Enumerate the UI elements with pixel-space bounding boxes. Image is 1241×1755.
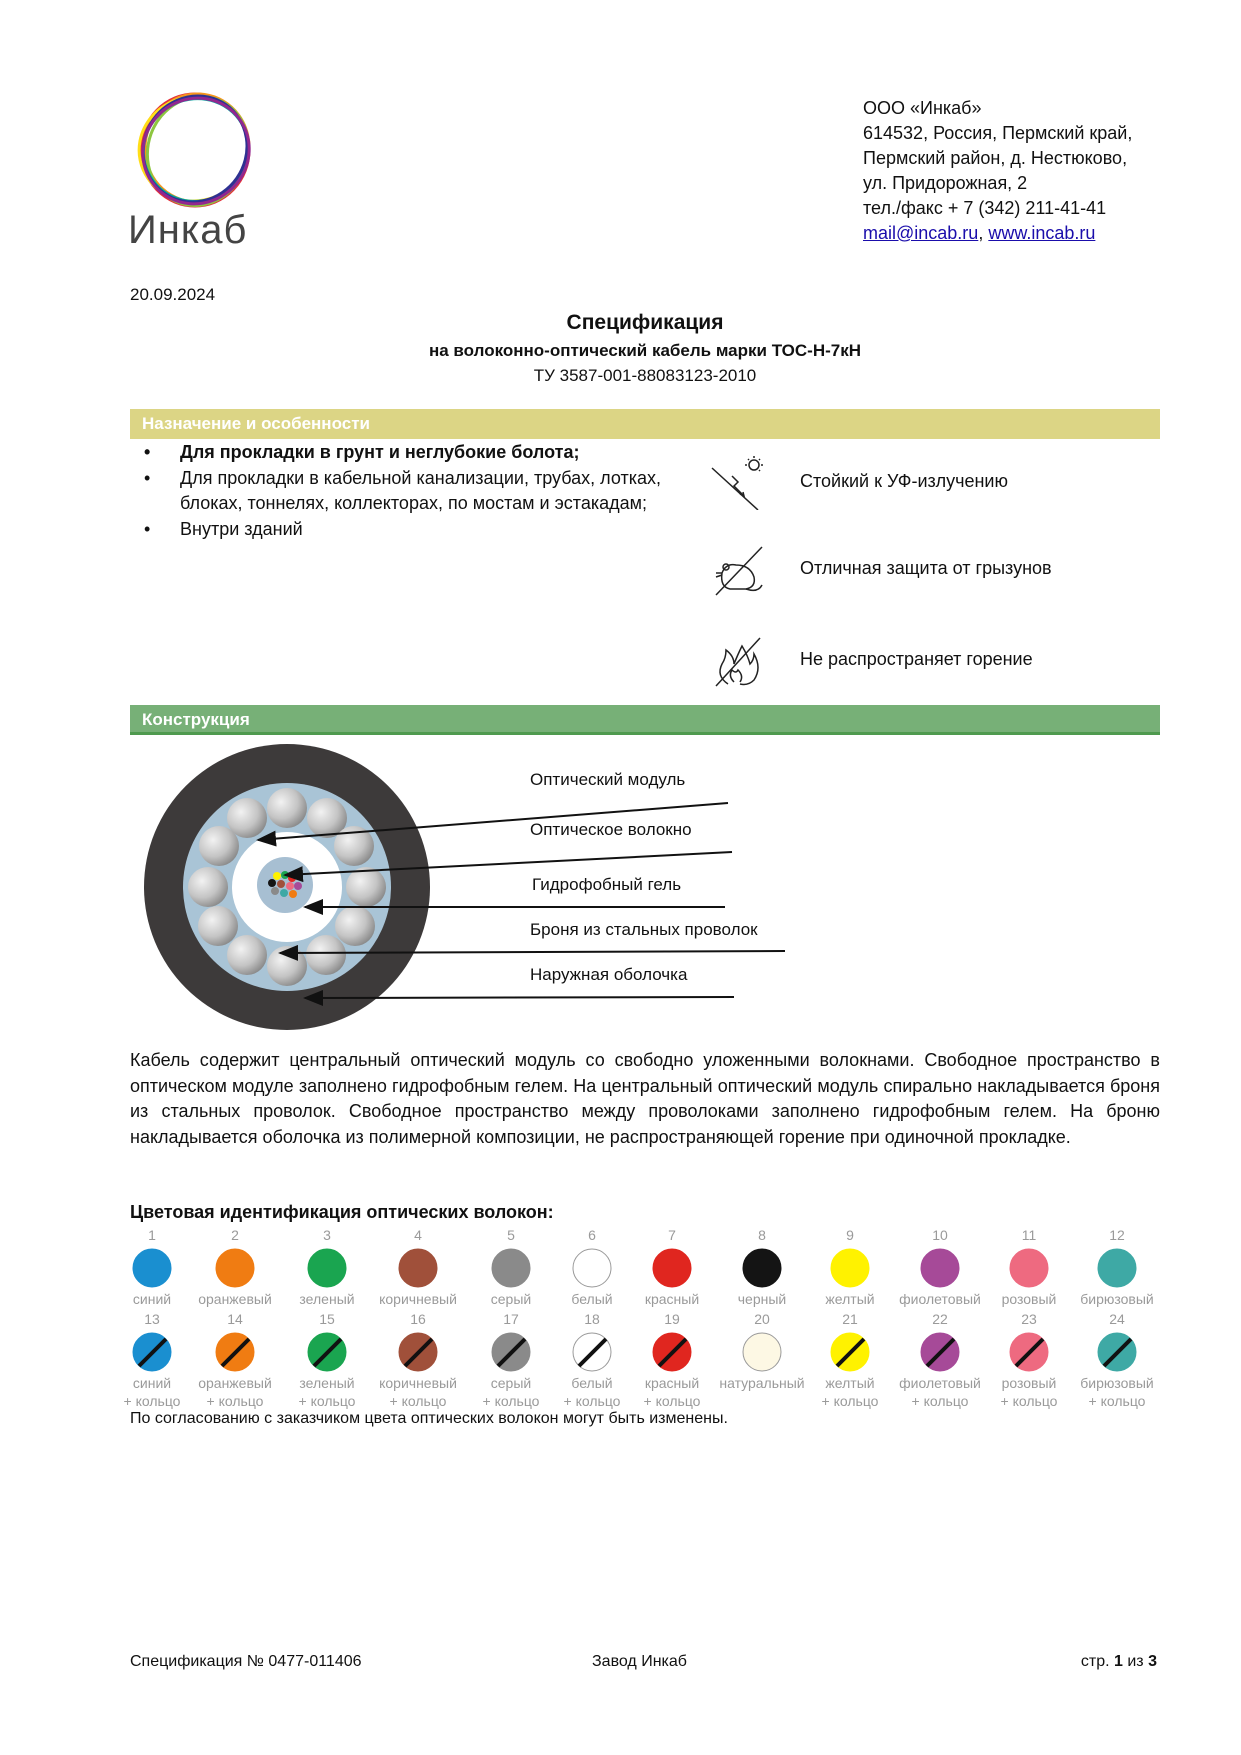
label-optical-module: Оптический модуль (530, 770, 686, 789)
fiber-color-swatch (307, 1248, 347, 1288)
feature-rodent (710, 543, 1130, 599)
purpose-bullet-list (140, 440, 700, 543)
fiber-color-swatch (398, 1248, 438, 1288)
fiber-number: 12 (1109, 1227, 1125, 1243)
fiber-color-name: коричневый (379, 1291, 457, 1307)
page-current: 1 (1114, 1653, 1123, 1670)
page-total: 3 (1148, 1653, 1157, 1670)
company-address-line2: Пермский район, д. Нестюково, (863, 148, 1128, 168)
fiber-color-ring-swatch (307, 1332, 347, 1372)
feature-fire-text: Не распространяет горение (800, 649, 1033, 669)
company-address-line1: 614532, Россия, Пермский край, (863, 123, 1133, 143)
fiber-number: 4 (414, 1227, 422, 1243)
fiber-color-swatch (652, 1248, 692, 1288)
bullet-text: Внутри зданий (180, 519, 303, 539)
fiber-number: 14 (227, 1311, 243, 1327)
fiber-color-item (466, 1310, 556, 1410)
bullet-marker: • (144, 468, 151, 488)
fiber-color-item (717, 1310, 807, 1392)
list-item (140, 517, 700, 542)
cable-cross-section-diagram (120, 742, 800, 1032)
fiber-color-item (805, 1226, 895, 1308)
fiber-color-name: синий (132, 1291, 172, 1307)
document-title: Спецификация (566, 311, 724, 334)
fiber-ring-label: + кольцо (123, 1393, 181, 1409)
fiber-color-name: белый (571, 1375, 613, 1391)
fiber-number: 5 (507, 1227, 515, 1243)
fiber-number: 3 (323, 1227, 331, 1243)
fiber-ring-label: + кольцо (821, 1393, 879, 1409)
fire-retardant-icon (710, 634, 764, 688)
fiber-color-item (373, 1310, 463, 1410)
fiber-number: 2 (231, 1227, 239, 1243)
fiber-number: 21 (842, 1311, 858, 1327)
footer-spec-number: Спецификация № 0477-011406 (130, 1653, 362, 1670)
fiber-color-item (805, 1310, 895, 1410)
fiber-color-ring-swatch (1009, 1332, 1049, 1372)
fiber-number: 8 (758, 1227, 766, 1243)
color-id-note: По согласованию с заказчиком цвета оптических волокон могут быть изменены. (130, 1410, 728, 1427)
feature-uv (710, 456, 1130, 512)
fiber-color-item (547, 1226, 637, 1308)
page-prefix: стр. (1080, 1653, 1115, 1670)
construction-description: Кабель содержит центральный оптический модуль со свободно уложенными волокнами. Свободное пространство в оптическом модуле заполнено гидрофобным гелем. На центральный оптический модуль спирально накладывается броня из стальных проволок. Свободное пространство между проволоками заполнено гидрофобным гелем. На броню накладывается оболочка из полимерной композиции, не распространяющей горение при одиночной прокладке. (130, 1050, 1160, 1147)
fiber-color-name: бирюзовый (1080, 1291, 1154, 1307)
fiber-number: 10 (932, 1227, 948, 1243)
fiber-color-name: серый (490, 1375, 532, 1391)
fiber-color-item (895, 1310, 985, 1410)
fiber-color-name: желтый (825, 1375, 875, 1391)
fiber-color-name: натуральный (719, 1375, 805, 1391)
company-info (863, 96, 1132, 246)
fiber-ring-label: + кольцо (298, 1393, 356, 1409)
company-phone: тел./факс + 7 (342) 211-41-41 (863, 198, 1107, 218)
bullet-text: Для прокладки в кабельной канализации, трубах, лотках, блоках, тоннелях, коллекторах, по мостам и эстакадам; (180, 468, 661, 513)
fiber-color-swatch (830, 1248, 870, 1288)
fiber-color-ring-swatch (491, 1332, 531, 1372)
bullet-marker: • (144, 519, 151, 539)
fiber-ring-label: + кольцо (643, 1393, 701, 1409)
website-link[interactable]: www.incab.ru (988, 223, 1096, 243)
section-heading-construction: Конструкция (130, 705, 1160, 735)
fiber-color-item (107, 1226, 197, 1308)
fiber-color-swatch (1097, 1248, 1137, 1288)
fiber-number: 24 (1109, 1311, 1125, 1327)
fiber-number: 7 (668, 1227, 676, 1243)
document-subtitle: на волоконно-оптический кабель марки ТОС-Н-7кН (428, 341, 862, 360)
color-id-heading: Цветовая идентификация оптических волокон: (130, 1202, 554, 1222)
fiber-color-swatch (742, 1332, 782, 1372)
fiber-color-name: розовый (1001, 1291, 1057, 1307)
fiber-color-item (895, 1226, 985, 1308)
fiber-color-swatch (491, 1248, 531, 1288)
rodent-protection-icon (710, 543, 764, 597)
company-links (863, 221, 1132, 246)
fiber-color-name: черный (737, 1291, 787, 1307)
fiber-color-item (984, 1226, 1074, 1308)
fiber-color-item (547, 1310, 637, 1410)
fiber-number: 15 (319, 1311, 335, 1327)
list-item (140, 440, 700, 465)
email-link[interactable]: mail@incab.ru (863, 223, 979, 243)
feature-fire (710, 634, 1130, 690)
fiber-number: 17 (503, 1311, 519, 1327)
fiber-color-name: фиолетовый (899, 1375, 981, 1391)
feature-uv-text: Стойкий к УФ-излучению (800, 471, 1008, 491)
fiber-color-item (373, 1226, 463, 1308)
fiber-color-item (282, 1226, 372, 1308)
fiber-color-swatch (1009, 1248, 1049, 1288)
fiber-color-name: оранжевый (198, 1375, 272, 1391)
fiber-color-name: белый (571, 1291, 613, 1307)
fiber-number: 19 (664, 1311, 680, 1327)
company-address-line3: ул. Придорожная, 2 (863, 173, 1028, 193)
fiber-color-ring-swatch (398, 1332, 438, 1372)
cable-cross-section (120, 742, 800, 1032)
document-date: 20.09.2024 (130, 285, 216, 304)
fiber-color-item (717, 1226, 807, 1308)
fiber-ring-label: + кольцо (206, 1393, 264, 1409)
fiber-number: 9 (846, 1227, 854, 1243)
fiber-color-name: синий (132, 1375, 172, 1391)
fiber-color-item (984, 1310, 1074, 1410)
fiber-color-ring-swatch (215, 1332, 255, 1372)
fiber-color-ring-swatch (572, 1332, 612, 1372)
footer-factory: Завод Инкаб (592, 1653, 687, 1670)
fiber-color-ring-swatch (132, 1332, 172, 1372)
fiber-color-swatch (132, 1248, 172, 1288)
fiber-number: 11 (1021, 1227, 1037, 1243)
fiber-ring-label: + кольцо (1000, 1393, 1058, 1409)
fiber-number: 16 (410, 1311, 426, 1327)
fiber-color-item (466, 1226, 556, 1308)
list-item (140, 466, 700, 516)
fiber-number: 6 (588, 1227, 596, 1243)
fiber-number: 23 (1021, 1311, 1037, 1327)
fiber-color-name: желтый (825, 1291, 875, 1307)
fiber-ring-label: + кольцо (563, 1393, 621, 1409)
feature-rodent-text: Отличная защита от грызунов (800, 558, 1052, 578)
uv-resistant-icon (710, 456, 764, 510)
fiber-color-item (627, 1310, 717, 1410)
fiber-number: 18 (584, 1311, 600, 1327)
company-name: ООО «Инкаб» (863, 98, 982, 118)
fiber-color-ring-swatch (830, 1332, 870, 1372)
label-steel-armor: Броня из стальных проволок (530, 920, 758, 939)
fiber-color-item (627, 1226, 717, 1308)
fiber-color-item (1072, 1310, 1162, 1410)
footer-page-number (1081, 1653, 1157, 1671)
logo-wordmark: Инкаб (128, 208, 248, 252)
fiber-color-name: фиолетовый (899, 1291, 981, 1307)
fiber-color-ring-swatch (1097, 1332, 1137, 1372)
fiber-number: 22 (932, 1311, 948, 1327)
fiber-color-swatch (742, 1248, 782, 1288)
page-of: из (1122, 1653, 1149, 1670)
fiber-color-name: красный (644, 1375, 700, 1391)
fiber-ring-label: + кольцо (389, 1393, 447, 1409)
fiber-color-name: зеленый (299, 1291, 355, 1307)
fiber-color-ring-swatch (920, 1332, 960, 1372)
document-standard: ТУ 3587-001-88083123-2010 (533, 366, 757, 385)
fiber-color-item (1072, 1226, 1162, 1308)
fiber-color-item (107, 1310, 197, 1410)
fiber-color-swatch (215, 1248, 255, 1288)
bullet-text: Для прокладки в грунт и неглубокие болота; (180, 442, 580, 462)
company-logo (128, 88, 268, 258)
optical-module (257, 857, 313, 913)
label-outer-sheath: Наружная оболочка (530, 965, 688, 984)
bullet-marker: • (144, 442, 151, 462)
fiber-ring-label: + кольцо (1088, 1393, 1146, 1409)
fiber-color-name: зеленый (299, 1375, 355, 1391)
fiber-ring-label: + кольцо (482, 1393, 540, 1409)
fiber-color-item (190, 1226, 280, 1308)
fiber-number: 1 (148, 1227, 156, 1243)
fiber-color-name: коричневый (379, 1375, 457, 1391)
links-separator: , (978, 223, 989, 243)
fiber-color-swatch (920, 1248, 960, 1288)
fiber-color-item (282, 1310, 372, 1410)
fiber-color-swatch (572, 1248, 612, 1288)
label-hydrophobic-gel: Гидрофобный гель (532, 875, 682, 894)
fiber-color-ring-swatch (652, 1332, 692, 1372)
fiber-number: 20 (754, 1311, 770, 1327)
fiber-color-name: оранжевый (198, 1291, 272, 1307)
fiber-color-name: розовый (1001, 1375, 1057, 1391)
fiber-color-name: серый (490, 1291, 532, 1307)
fiber-number: 13 (144, 1311, 160, 1327)
fiber-color-name: бирюзовый (1080, 1375, 1154, 1391)
fiber-ring-label: + кольцо (911, 1393, 969, 1409)
fiber-color-item (190, 1310, 280, 1410)
fiber-color-name: красный (644, 1291, 700, 1307)
label-optical-fiber: Оптическое волокно (530, 820, 692, 839)
section-heading-purpose: Назначение и особенности (130, 409, 1160, 439)
